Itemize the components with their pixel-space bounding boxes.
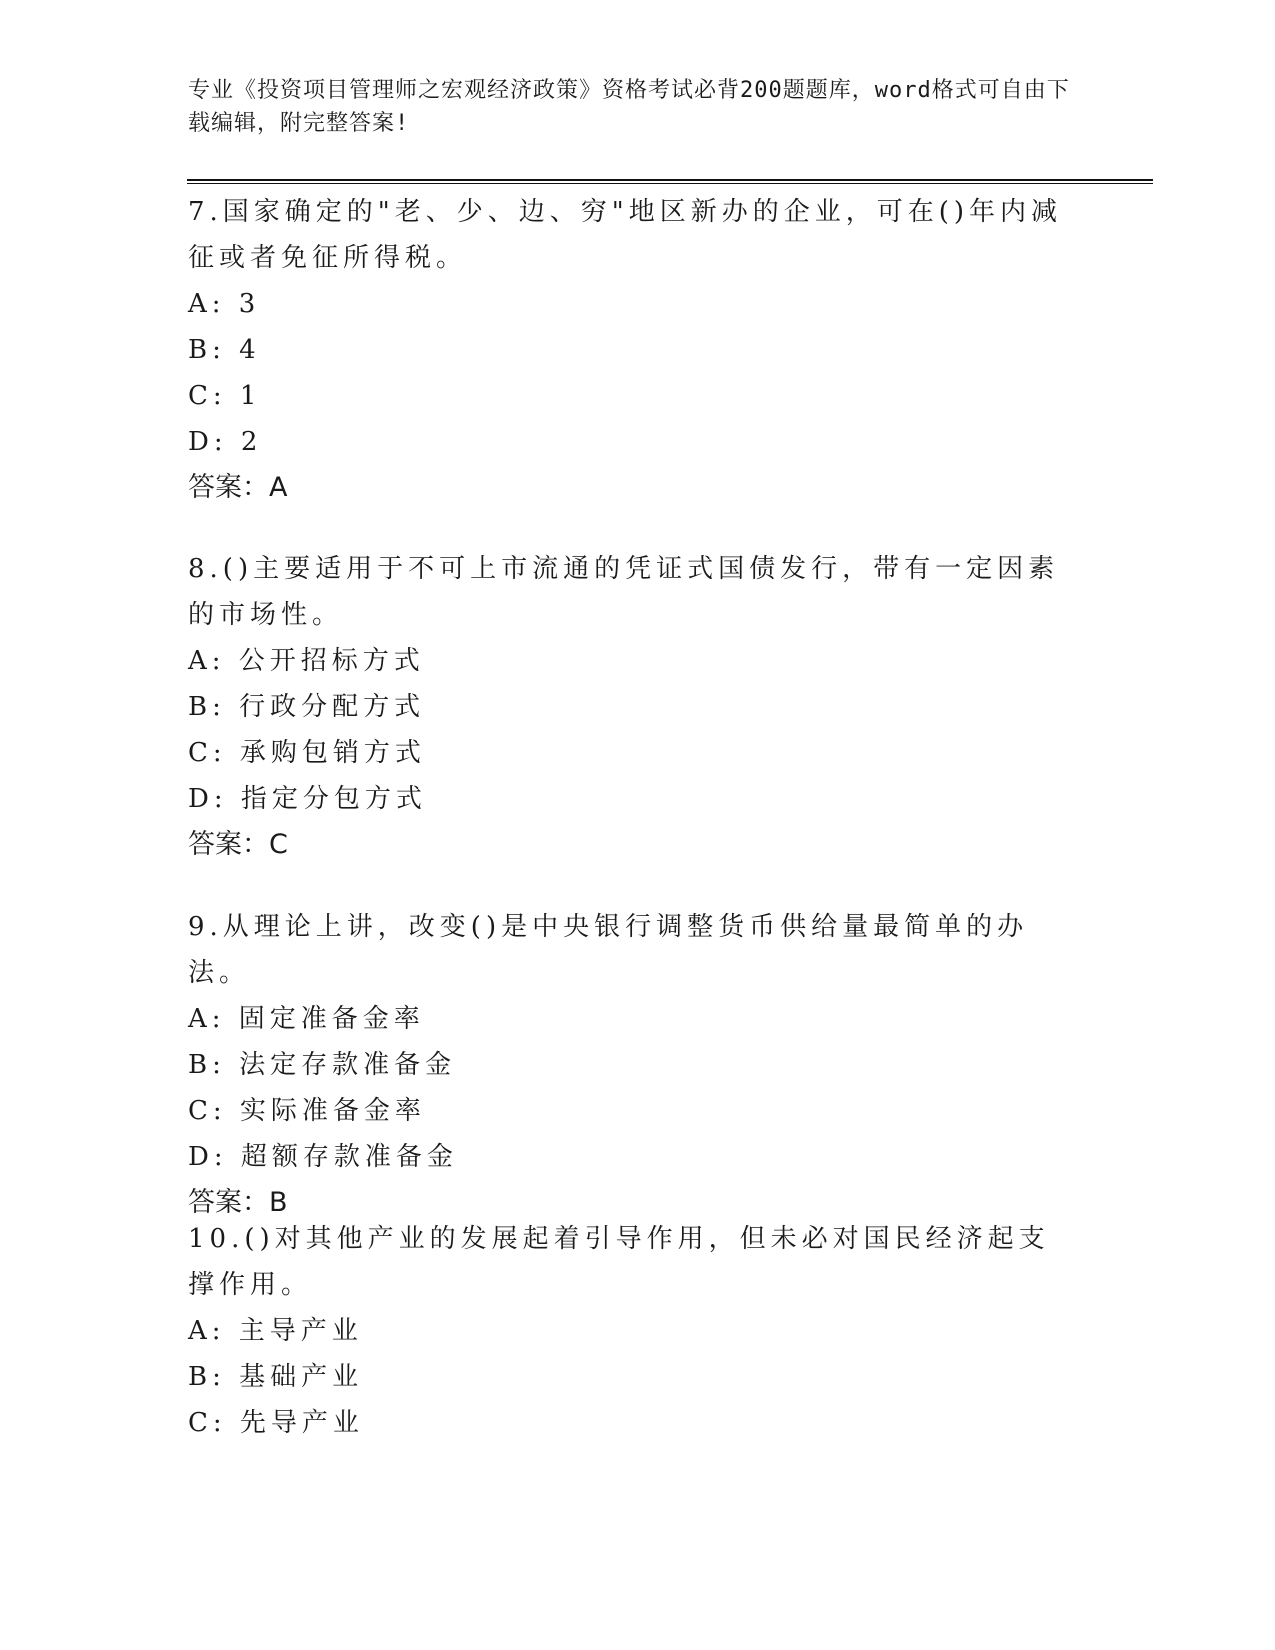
option-a: A: 公开招标方式 [188,646,425,676]
option-d: D: 指定分包方式 [188,784,427,814]
option-c: C: 1 [188,381,262,411]
option-b: B: 法定存款准备金 [188,1050,457,1080]
question-stem: 9.从理论上讲，改变()是中央银行调整货币供给量最简单的办法。 [188,912,1029,988]
question-stem: 7.国家确定的"老、少、边、穷"地区新办的企业，可在()年内减征或者免征所得税。 [188,197,1063,273]
option-a: A: 3 [188,289,261,319]
answer: 答案：A [188,472,288,503]
option-a: A: 主导产业 [188,1316,363,1346]
option-b: B: 行政分配方式 [188,692,426,722]
option-c: C: 实际准备金率 [188,1096,426,1126]
option-d: D: 2 [188,427,263,457]
header-divider-thin [187,183,1153,184]
header-divider [187,179,1153,181]
document-header: 专业《投资项目管理师之宏观经济政策》资格考试必背200题题库，word格式可自由下载编辑，附完整答案! [188,78,1070,136]
question-8 [188,546,1068,868]
answer: 答案：B [188,1187,288,1218]
option-c: C: 承购包销方式 [188,738,426,768]
question-10 [188,1216,1068,1446]
option-b: B: 4 [188,335,261,365]
question-9 [188,904,1068,1226]
option-d: D: 超额存款准备金 [188,1142,458,1172]
answer: 答案：C [188,829,288,860]
option-a: A: 固定准备金率 [188,1004,425,1034]
question-stem: 10.()对其他产业的发展起着引导作用，但未必对国民经济起支撑作用。 [188,1224,1050,1300]
option-b: B: 基础产业 [188,1362,364,1392]
option-c: C: 先导产业 [188,1408,364,1438]
question-stem: 8.()主要适用于不可上市流通的凭证式国债发行，带有一定因素的市场性。 [188,554,1060,630]
question-7 [188,189,1068,511]
